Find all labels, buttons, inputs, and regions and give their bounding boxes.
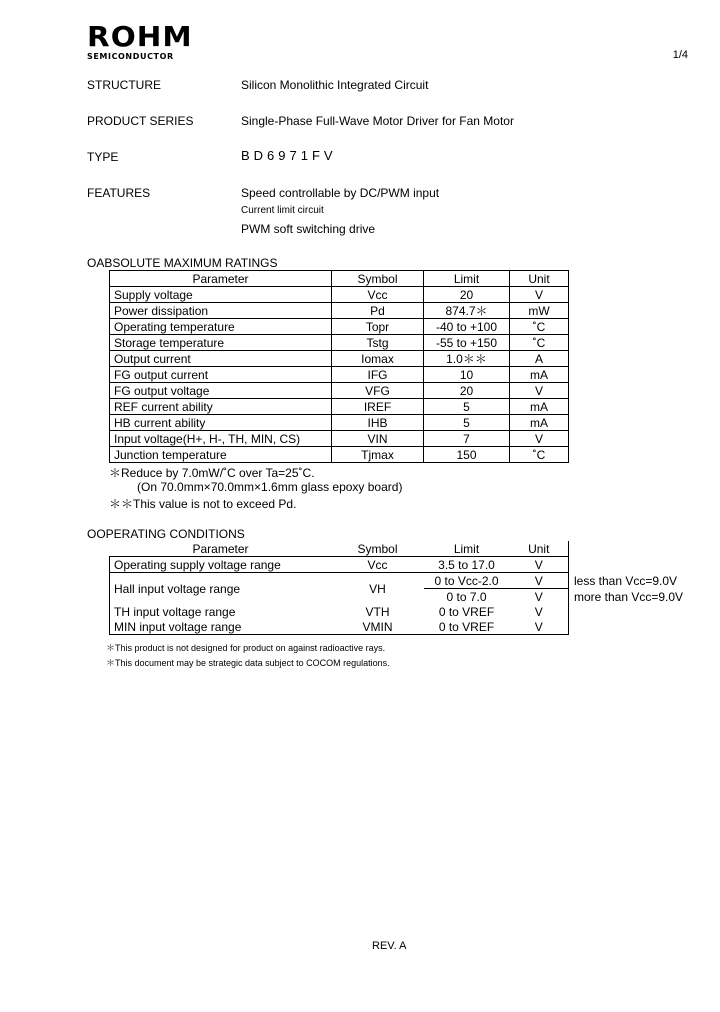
cell-unit: V (510, 287, 569, 303)
logo-subtitle: SEMICONDUCTOR (87, 52, 174, 61)
table-row (110, 335, 569, 351)
header-symbol: Symbol (332, 271, 424, 287)
cell-limit: 20 (424, 383, 510, 399)
footnote-cocom: ＊This document may be strategic data subject to COCOM regulations. (106, 658, 390, 668)
cell-unit: mA (510, 367, 569, 383)
rohm-logo (87, 22, 197, 62)
table-row (110, 431, 569, 447)
cell-unit: ˚C (510, 319, 569, 335)
cell-unit: V (510, 589, 569, 605)
product-series-label: PRODUCT SERIES (87, 114, 194, 128)
header-limit: Limit (424, 271, 510, 287)
cell-limit: 874.7＊ (424, 303, 510, 319)
cell-symbol: Tstg (332, 335, 424, 351)
cell-unit: V (510, 383, 569, 399)
table-header-row (110, 271, 569, 287)
table-row (110, 604, 569, 619)
structure-value: Silicon Monolithic Integrated Circuit (241, 78, 429, 92)
cell-limit: 0 to Vcc-2.0 (424, 573, 510, 589)
table-row (110, 319, 569, 335)
cell-symbol: IREF (332, 399, 424, 415)
table-row (110, 399, 569, 415)
hall-note-high: more than Vcc=9.0V (574, 590, 684, 604)
note-reduce: ＊Reduce by 7.0mW/˚C over Ta=25˚C. (109, 466, 315, 480)
cell-symbol: VIN (332, 431, 424, 447)
hall-note-low: less than Vcc=9.0V (574, 574, 678, 588)
note-pd: ＊＊This value is not to exceed Pd. (109, 497, 297, 511)
cell-parameter: Operating supply voltage range (110, 557, 332, 573)
cell-unit: mA (510, 415, 569, 431)
table-row (110, 303, 569, 319)
cell-limit: 0 to 7.0 (446, 589, 487, 604)
cell-parameter: Output current (110, 351, 332, 367)
cell-symbol: VFG (332, 383, 424, 399)
table-row (110, 367, 569, 383)
cell-limit: 150 (424, 447, 510, 463)
note-board: (On 70.0mm×70.0mm×1.6mm glass epoxy board) (137, 480, 403, 494)
operating-title: OOPERATING CONDITIONS (87, 527, 245, 541)
structure-label: STRUCTURE (87, 78, 161, 92)
feature-item: Current limit circuit (241, 205, 324, 216)
cell-unit: V (510, 431, 569, 447)
cell-symbol: Topr (332, 319, 424, 335)
type-value: BD6971FV (241, 148, 337, 163)
header-limit: Limit (424, 541, 510, 557)
cell-parameter: Hall input voltage range (110, 573, 332, 605)
cell-parameter: MIN input voltage range (110, 619, 332, 635)
cell-unit: mW (510, 303, 569, 319)
cell-unit: mA (510, 399, 569, 415)
cell-parameter: Power dissipation (110, 303, 332, 319)
cell-unit: V (510, 573, 569, 589)
page-number: 1/4 (672, 49, 688, 61)
cell-symbol: VH (369, 581, 386, 596)
cell-unit: V (510, 604, 569, 619)
cell-unit: ˚C (510, 447, 569, 463)
cell-limit: 10 (424, 367, 510, 383)
cell-limit: 5 (424, 399, 510, 415)
operating-table (109, 541, 569, 635)
cell-parameter: Supply voltage (110, 287, 332, 303)
absolute-max-table (109, 270, 569, 463)
feature-item: Speed controllable by DC/PWM input (241, 186, 440, 200)
cell-parameter: Junction temperature (110, 447, 332, 463)
cell-symbol: VTH (365, 604, 390, 619)
header-unit: Unit (510, 541, 569, 557)
cell-parameter: Storage temperature (110, 335, 332, 351)
cell-limit: 0 to VREF (438, 604, 495, 619)
cell-parameter: HB current ability (110, 415, 332, 431)
cell-parameter: REF current ability (110, 399, 332, 415)
cell-unit: V (510, 557, 569, 573)
cell-parameter: Input voltage(H+, H-, TH, MIN, CS) (110, 431, 332, 447)
features-label: FEATURES (87, 186, 151, 200)
cell-limit: 7 (424, 431, 510, 447)
cell-symbol: IHB (332, 415, 424, 431)
table-row (110, 447, 569, 463)
type-label: TYPE (87, 150, 119, 164)
cell-symbol: IFG (332, 367, 424, 383)
cell-symbol: Iomax (332, 351, 424, 367)
table-row (110, 619, 569, 635)
header-symbol: Symbol (332, 541, 424, 557)
cell-symbol: Pd (332, 303, 424, 319)
cell-limit: 1.0＊＊ (424, 351, 510, 367)
cell-symbol: Tjmax (332, 447, 424, 463)
header-unit: Unit (510, 271, 569, 287)
cell-parameter: FG output voltage (110, 383, 332, 399)
cell-limit: -55 to +150 (424, 335, 510, 351)
table-row (110, 415, 569, 431)
cell-symbol: Vcc (332, 287, 424, 303)
cell-limit: 3.5 to 17.0 (424, 557, 510, 573)
table-row (110, 557, 569, 573)
cell-unit: A (510, 351, 569, 367)
cell-limit: -40 to +100 (424, 319, 510, 335)
cell-unit: ˚C (510, 335, 569, 351)
cell-parameter: TH input voltage range (110, 604, 332, 619)
absolute-max-title: OABSOLUTE MAXIMUM RATINGS (87, 256, 278, 270)
cell-parameter: FG output current (110, 367, 332, 383)
cell-limit: 20 (424, 287, 510, 303)
table-row (110, 573, 569, 589)
cell-limit: 5 (424, 415, 510, 431)
feature-item: PWM soft switching drive (241, 222, 376, 236)
table-row (110, 287, 569, 303)
table-row (110, 351, 569, 367)
cell-symbol: Vcc (332, 557, 424, 573)
header-parameter: Parameter (110, 271, 332, 287)
header-parameter: Parameter (110, 541, 332, 557)
product-series-value: Single-Phase Full-Wave Motor Driver for Fan Motor (241, 114, 514, 128)
cell-limit: 0 to VREF (424, 619, 510, 635)
cell-parameter: Operating temperature (110, 319, 332, 335)
logo-wordmark: ROHM (87, 20, 193, 53)
table-row (110, 383, 569, 399)
revision-label: REV. A (372, 940, 407, 952)
cell-symbol: VMIN (332, 619, 424, 635)
footnote-radioactive: ＊This product is not designed for product on against radioactive rays. (106, 643, 386, 653)
cell-unit: V (510, 619, 569, 635)
table-header-row (110, 541, 569, 557)
